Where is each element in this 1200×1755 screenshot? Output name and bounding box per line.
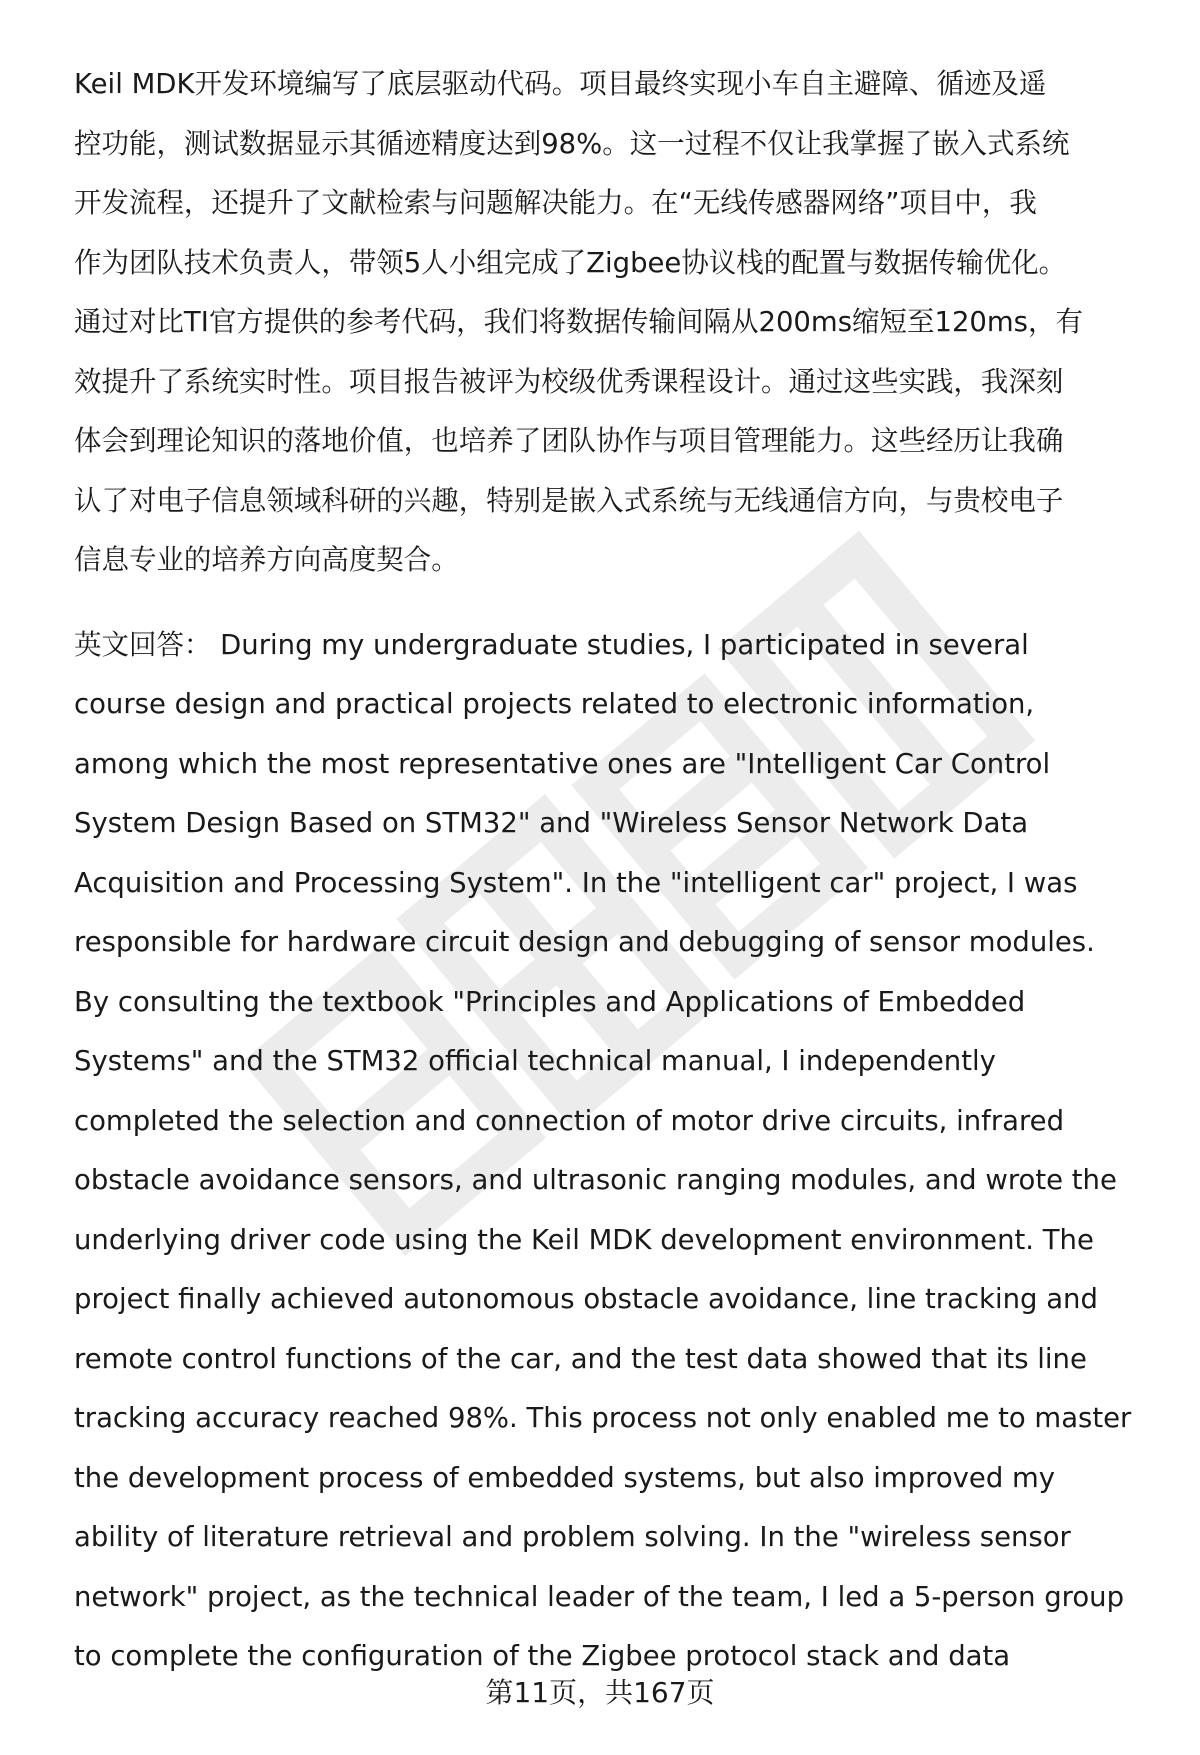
text-line: Acquisition and Processing System". In the "intelligent car" project, I was: [74, 865, 1078, 899]
text-line: to complete the configuration of the Zigbee protocol stack and data: [74, 1639, 1011, 1672]
text-line: By consulting the textbook "Principles and Applications of Embedded: [74, 984, 1026, 1018]
text-line: Keil MDK开发环境编写了底层驱动代码。项目最终实现小车自主避障、循迹及遥: [74, 67, 1047, 100]
text-line: among which the most representative ones are "Intelligent Car Control: [74, 746, 1051, 780]
chinese-answer-paragraph: [74, 54, 1154, 590]
text-line: 信息专业的培养方向高度契合。: [74, 543, 459, 576]
text-line: project finally achieved autonomous obstacle avoidance, line tracking and: [74, 1282, 1098, 1315]
text-line: the development process of embedded systems, but also improved my: [74, 1460, 1056, 1494]
text-line: tracking accuracy reached 98%. This process not only enabled me to master: [74, 1401, 1132, 1434]
text-line: obstacle avoidance sensors, and ultrasonic ranging modules, and wrote the: [74, 1163, 1117, 1196]
text-line: responsible for hardware circuit design and debugging of sensor modules.: [74, 925, 1095, 958]
page-content: [74, 54, 1154, 1686]
text-line: underlying driver code using the Keil MDK development environment. The: [74, 1222, 1094, 1256]
text-line: network" project, as the technical leader of the team, I led a 5-person group: [74, 1579, 1125, 1613]
text-line: 作为团队技术负责人，带领5人小组完成了Zigbee协议栈的配置与数据传输优化。: [74, 245, 1067, 279]
text-line: System Design Based on STM32" and "Wireless Sensor Network Data: [74, 806, 1029, 839]
text-line: remote control functions of the car, and the test data showed that its line: [74, 1341, 1087, 1375]
text-line: 效提升了系统实时性。项目报告被评为校级优秀课程设计。通过这些实践，我深刻: [74, 364, 1064, 398]
text-line: course design and practical projects related to electronic information,: [74, 687, 1035, 720]
text-line: completed the selection and connection of motor drive circuits, infrared: [74, 1103, 1065, 1137]
text-line: 控功能，测试数据显示其循迹精度达到98%。这一过程不仅让我掌握了嵌入式系统: [74, 126, 1070, 160]
text-line: 英文回答： During my undergraduate studies, I participated in several: [74, 627, 1029, 661]
page-number-footer: 第11页，共167页: [485, 1676, 715, 1709]
english-answer-paragraph: [74, 615, 1154, 1686]
text-line: Systems" and the STM32 official technical manual, I independently: [74, 1044, 996, 1077]
text-line: 体会到理论知识的落地价值，也培养了团队协作与项目管理能力。这些经历让我确: [74, 424, 1064, 457]
text-line: 认了对电子信息领域科研的兴趣，特别是嵌入式系统与无线通信方向，与贵校电子: [74, 483, 1064, 517]
text-line: 开发流程，还提升了文献检索与问题解决能力。在“无线传感器网络”项目中，我: [74, 186, 1037, 219]
text-line: ability of literature retrieval and problem solving. In the "wireless sensor: [74, 1520, 1071, 1553]
text-line: 通过对比TI官方提供的参考代码，我们将数据传输间隔从200ms缩短至120ms，有: [74, 305, 1083, 338]
